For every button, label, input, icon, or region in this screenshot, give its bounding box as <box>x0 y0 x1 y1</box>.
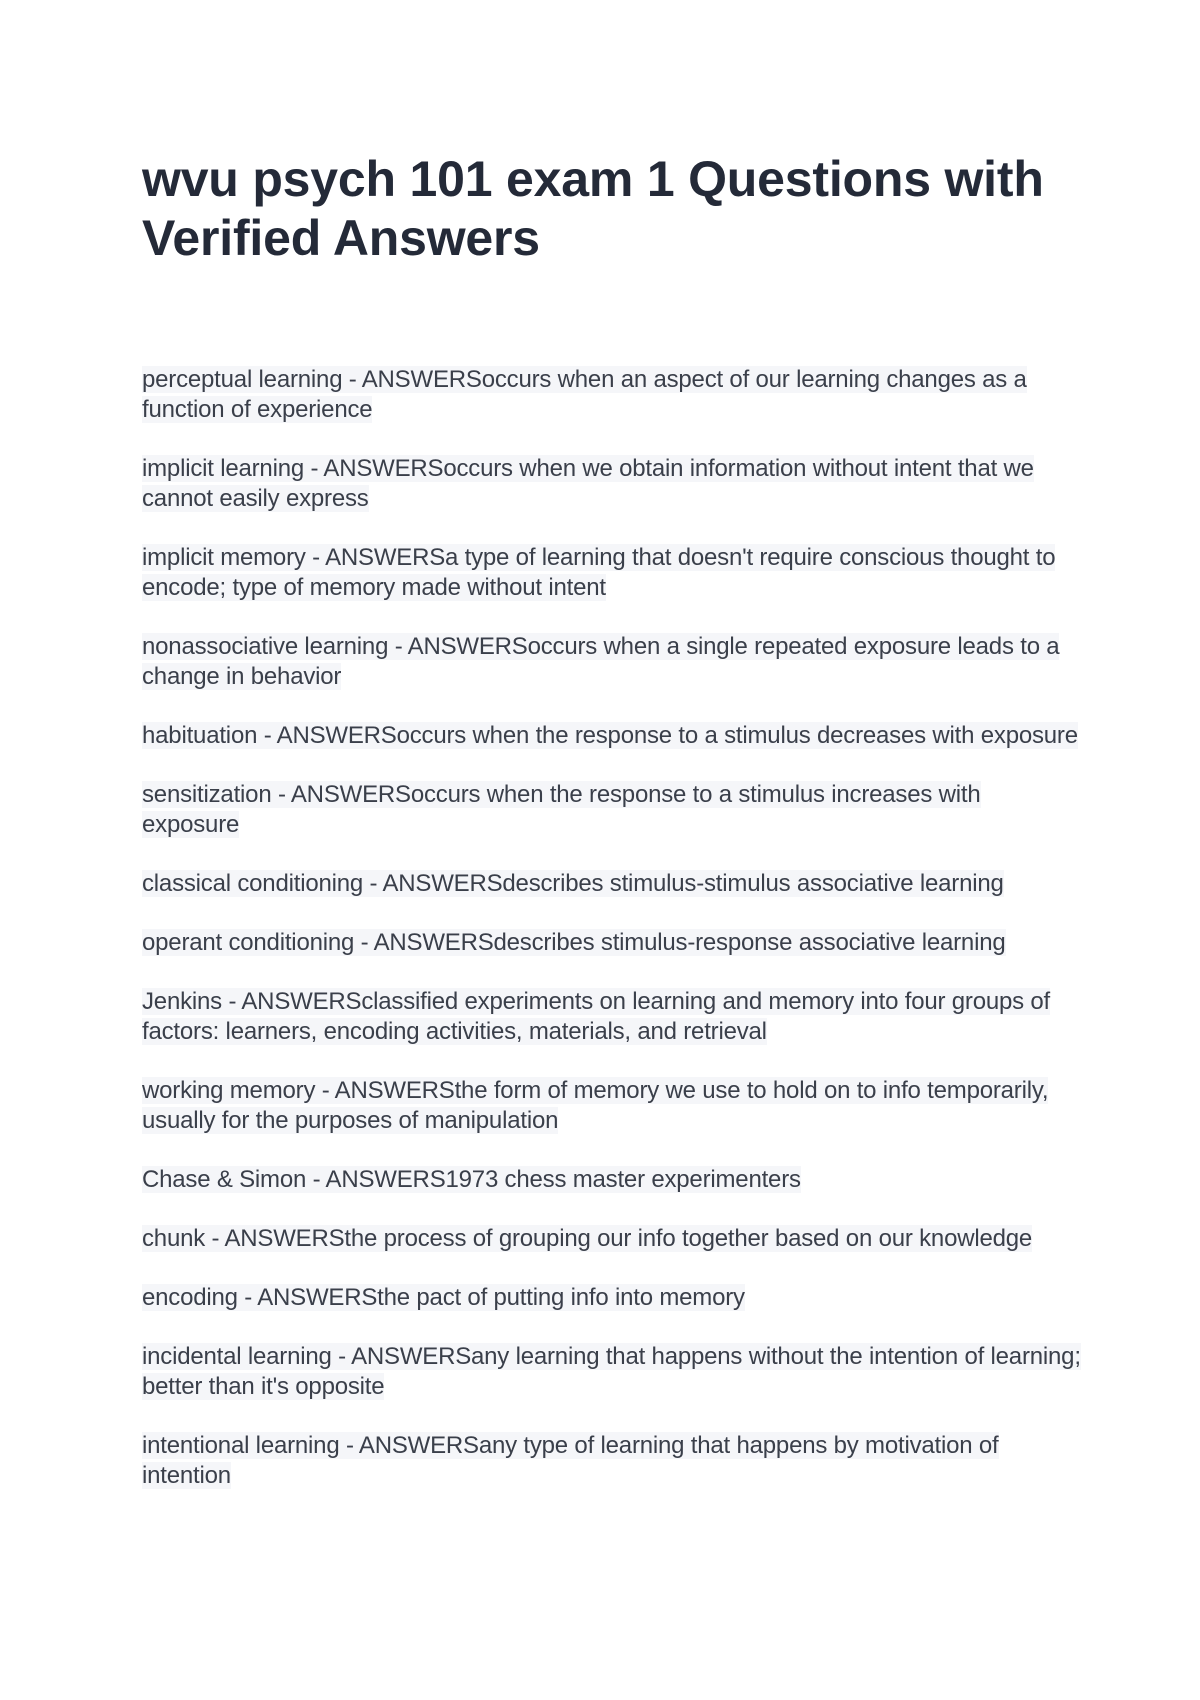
qa-entry <box>142 1165 1082 1195</box>
document-title: wvu psych 101 exam 1 Questions with Verified Answers <box>142 151 1044 266</box>
qa-entry <box>142 780 1082 840</box>
qa-entry-text: implicit learning - ANSWERSoccurs when we obtain information without intent that we cannot easily express <box>142 455 1034 512</box>
qa-entry <box>142 543 1082 603</box>
qa-entry-text: nonassociative learning - ANSWERSoccurs when a single repeated exposure leads to a change in behavior <box>142 633 1060 690</box>
qa-entry-text: habituation - ANSWERSoccurs when the response to a stimulus decreases with exposure <box>142 722 1078 749</box>
qa-entry-text: operant conditioning - ANSWERSdescribes stimulus-response associative learning <box>142 929 1006 956</box>
qa-entry <box>142 454 1082 514</box>
qa-entry <box>142 987 1082 1047</box>
qa-entry <box>142 869 1082 899</box>
qa-entry-text: working memory - ANSWERSthe form of memory we use to hold on to info temporarily, usually for the purposes of manipulation <box>142 1077 1049 1134</box>
qa-entry-text: classical conditioning - ANSWERSdescribes stimulus-stimulus associative learning <box>142 870 1004 897</box>
qa-entry-text: sensitization - ANSWERSoccurs when the response to a stimulus increases with exposure <box>142 781 981 838</box>
qa-entry-text: perceptual learning - ANSWERSoccurs when an aspect of our learning changes as a function of experience <box>142 366 1027 423</box>
qa-entry-text: Chase & Simon - ANSWERS1973 chess master experimenters <box>142 1166 801 1193</box>
qa-entry <box>142 1342 1082 1402</box>
qa-entry <box>142 1431 1082 1491</box>
qa-entry <box>142 1076 1082 1136</box>
qa-entry <box>142 1283 1082 1313</box>
qa-entry-text: incidental learning - ANSWERSany learning that happens without the intention of learning; better than it's opposite <box>142 1343 1081 1400</box>
qa-list <box>142 365 1082 1491</box>
qa-entry-text: chunk - ANSWERSthe process of grouping our info together based on our knowledge <box>142 1225 1033 1252</box>
qa-entry-text: encoding - ANSWERSthe pact of putting info into memory <box>142 1284 745 1311</box>
qa-entry-text: intentional learning - ANSWERSany type of learning that happens by motivation of intention <box>142 1432 999 1489</box>
qa-entry <box>142 365 1082 425</box>
qa-entry-text: implicit memory - ANSWERSa type of learning that doesn't require conscious thought to encode; type of memory made without intent <box>142 544 1056 601</box>
document-page <box>142 150 1082 1520</box>
qa-entry-text: Jenkins - ANSWERSclassified experiments on learning and memory into four groups of factors: learners, encoding activities, materials, and retrieval <box>142 988 1051 1045</box>
qa-entry <box>142 721 1082 751</box>
qa-entry <box>142 1224 1082 1254</box>
qa-entry <box>142 632 1082 692</box>
qa-entry <box>142 928 1082 958</box>
